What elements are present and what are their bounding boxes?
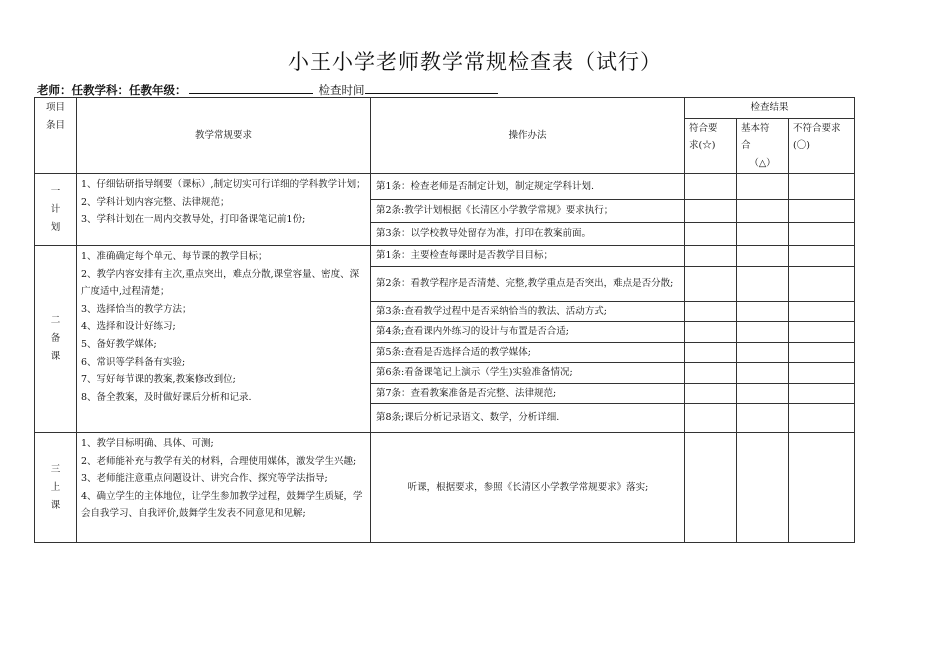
mark-meet-cell[interactable]	[685, 383, 737, 404]
mark-not-meet-cell[interactable]	[789, 223, 855, 246]
header-result: 检查结果	[685, 98, 855, 119]
requirements-prepare: 1、准确确定每个单元、每节课的教学目标； 2、教学内容安排有主次,重点突出，难点分散,课堂容量、密度、深广度适中,过程清楚； 3、选择恰当的教学方法； 4、选择和设计好练习; 5、备好教学媒体; 6、常识等学科备有实验; 7、写好每节课的教案,教案修改到位; 8、备全教案，及时做好课后分析和记录.	[77, 246, 371, 433]
method-cell: 第8条;课后分析记录语文、数学，分析详细.	[371, 404, 685, 433]
mark-basic-cell[interactable]	[737, 200, 789, 223]
mark-not-meet-cell[interactable]	[789, 404, 855, 433]
mark-basic-cell[interactable]	[737, 246, 789, 267]
category-class: 三 上 课	[35, 433, 77, 543]
mark-basic-cell[interactable]	[737, 383, 789, 404]
grade-blank-line[interactable]	[189, 82, 313, 94]
header-requirements: 教学常规要求	[77, 98, 371, 174]
mark-basic-cell[interactable]	[737, 363, 789, 384]
header-basic: 基本符 合 （△）	[737, 118, 789, 174]
method-cell: 第2条:教学计划根据《长清区小学教学常规》要求执行；	[371, 200, 685, 223]
header-item	[35, 98, 77, 174]
mark-meet-cell[interactable]	[685, 433, 737, 543]
table-row	[35, 174, 855, 200]
category-plan: 一 计 划	[35, 174, 77, 246]
time-blank-line[interactable]	[365, 82, 498, 94]
method-cell: 第2条：看教学程序是否清楚、完整,教学重点是否突出，难点是否分散;	[371, 266, 685, 301]
mark-meet-cell[interactable]	[685, 174, 737, 200]
mark-basic-cell[interactable]	[737, 404, 789, 433]
mark-meet-cell[interactable]	[685, 342, 737, 363]
mark-basic-cell[interactable]	[737, 223, 789, 246]
mark-not-meet-cell[interactable]	[789, 322, 855, 343]
table-row	[35, 433, 855, 543]
subject-label: 任教学科：	[71, 83, 129, 97]
mark-not-meet-cell[interactable]	[789, 383, 855, 404]
method-cell: 第3条:查看教学过程中是否采纳恰当的教法、活动方式;	[371, 301, 685, 322]
header-item-line1: 项目	[45, 102, 65, 113]
mark-basic-cell[interactable]	[737, 342, 789, 363]
method-cell: 第4条;查看课内外练习的设计与布置是否合适;	[371, 322, 685, 343]
method-cell: 第5条:查看是否选择合适的教学媒体;	[371, 342, 685, 363]
header-method: 操作办法	[371, 98, 685, 174]
mark-meet-cell[interactable]	[685, 301, 737, 322]
mark-meet-cell[interactable]	[685, 223, 737, 246]
mark-basic-cell[interactable]	[737, 322, 789, 343]
mark-basic-cell[interactable]	[737, 301, 789, 322]
mark-basic-cell[interactable]	[737, 174, 789, 200]
mark-meet-cell[interactable]	[685, 322, 737, 343]
mark-not-meet-cell[interactable]	[789, 433, 855, 543]
mark-not-meet-cell[interactable]	[789, 174, 855, 200]
mark-meet-cell[interactable]	[685, 246, 737, 267]
mark-not-meet-cell[interactable]	[789, 363, 855, 384]
method-cell: 第1条：检查老师是否制定计划，制定规定学科计划.	[371, 174, 685, 200]
requirements-plan: 1、仔细钻研指导纲要（课标）,制定切实可行详细的学科教学计划； 2、学科计划内容完整、法律规范； 3、学科计划在一周内交教导处，打印备课笔记前1份;	[77, 174, 371, 246]
grade-label: 任教年级：	[129, 83, 187, 97]
inspection-table	[34, 97, 855, 543]
method-cell: 第6条:看备课笔记上演示（学生)实验准备情况;	[371, 363, 685, 384]
requirements-class: 1、教学目标明确、具体、可测; 2、老师能补充与教学有关的材料，合理使用媒体，激发学生兴趣; 3、老师能注意重点问题设计、讲究合作、探究等学法指导; 4、确立学生的主体地位，让学生参加教学过程，鼓舞学生质疑，学会自我学习、自我评价,鼓舞学生发表不同意见和见解;	[77, 433, 371, 543]
page-title: 小王小学老师教学常规检查表（试行）	[288, 50, 662, 74]
method-cell: 第7条：查看教案准备是否完整、法律规范;	[371, 383, 685, 404]
teacher-label: 老师：	[37, 83, 72, 97]
header-item-line2: 条目	[45, 119, 65, 131]
teacher-info-line	[37, 82, 498, 98]
mark-not-meet-cell[interactable]	[789, 266, 855, 301]
mark-meet-cell[interactable]	[685, 266, 737, 301]
header-meet: 符合要 求(☆)	[685, 118, 737, 174]
category-prepare: 二 备 课	[35, 246, 77, 433]
mark-not-meet-cell[interactable]	[789, 342, 855, 363]
table-row	[35, 246, 855, 267]
mark-meet-cell[interactable]	[685, 200, 737, 223]
method-cell: 第3条：以学校教导处留存为准，打印在教案前面。	[371, 223, 685, 246]
mark-not-meet-cell[interactable]	[789, 200, 855, 223]
time-label: 检查时间	[318, 83, 365, 97]
method-cell: 听课，根据要求，参照《长清区小学教学常规要求》落实;	[371, 433, 685, 543]
mark-not-meet-cell[interactable]	[789, 301, 855, 322]
method-cell: 第1条：主要检查每课时是否教学目目标；	[371, 246, 685, 267]
mark-meet-cell[interactable]	[685, 363, 737, 384]
mark-not-meet-cell[interactable]	[789, 246, 855, 267]
header-not-meet: 不符合要求 (〇)	[789, 118, 855, 174]
mark-basic-cell[interactable]	[737, 433, 789, 543]
mark-basic-cell[interactable]	[737, 266, 789, 301]
mark-meet-cell[interactable]	[685, 404, 737, 433]
